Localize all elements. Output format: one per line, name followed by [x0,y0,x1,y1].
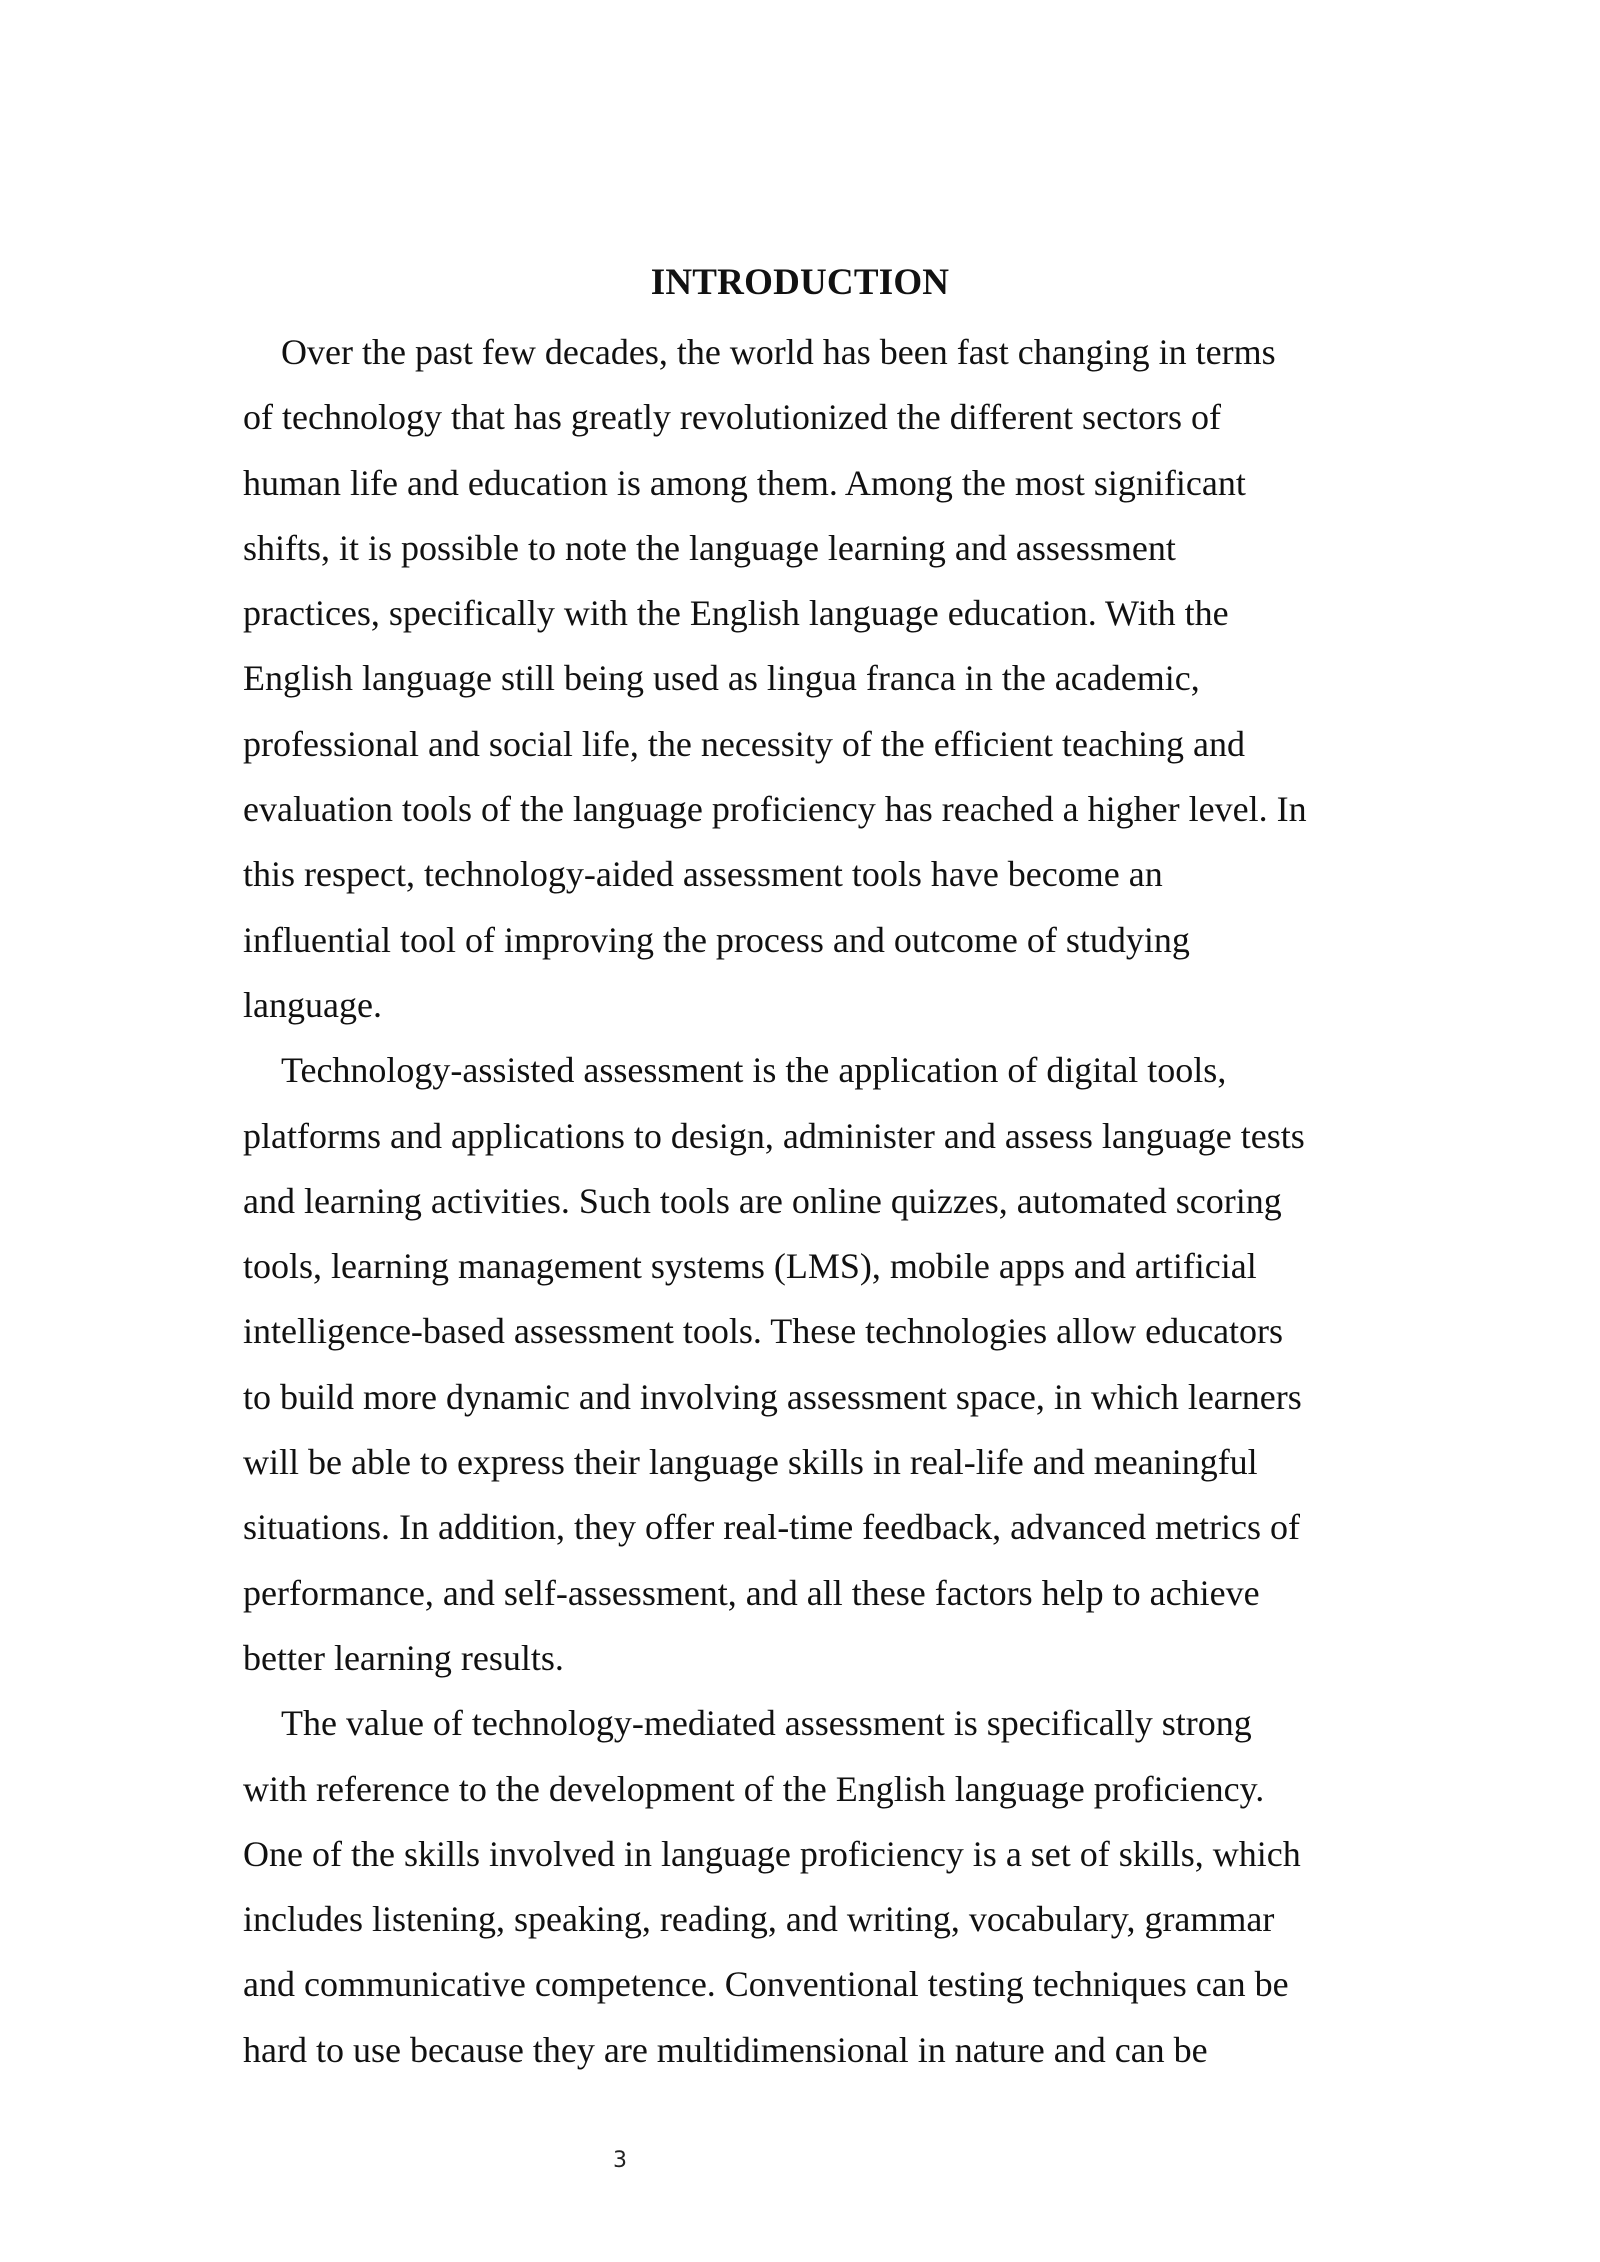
paragraph-1 [243,320,1373,1038]
text-line: influential tool of improving the process and outcome of studying [243,919,1190,960]
paragraph-2 [243,1038,1373,1691]
text-line: professional and social life, the necessity of the efficient teaching and [243,723,1245,764]
text-line: hard to use because they are multidimensional in nature and can be [243,2029,1208,2070]
text-line: shifts, it is possible to note the language learning and assessment [243,527,1176,568]
text-line: with reference to the development of the English language proficiency. [243,1768,1265,1809]
text-line: English language still being used as lingua franca in the academic, [243,658,1200,699]
text-line: practices, specifically with the English language education. With the [243,593,1229,634]
text-line: tools, learning management systems (LMS), mobile apps and artificial [243,1246,1257,1287]
text-line: human life and education is among them. Among the most significant [243,462,1246,503]
section-heading: INTRODUCTION [650,262,950,303]
paragraph-3 [243,1691,1373,2083]
page-number: 3 [613,2148,627,2173]
text-line: includes listening, speaking, reading, and writing, vocabulary, grammar [243,1899,1275,1940]
text-line: The value of technology-mediated assessment is specifically strong [281,1703,1252,1744]
text-line: will be able to express their language skills in real-life and meaningful [243,1442,1258,1483]
text-line: language. [243,984,382,1025]
text-line: and communicative competence. Conventional testing techniques can be [243,1964,1289,2005]
text-line: evaluation tools of the language proficiency has reached a higher level. In [243,789,1307,830]
text-line: One of the skills involved in language proficiency is a set of skills, which [243,1833,1301,1874]
text-line: and learning activities. Such tools are online quizzes, automated scoring [243,1180,1282,1221]
text-line: better learning results. [243,1637,564,1678]
text-line: Technology-assisted assessment is the application of digital tools, [281,1050,1227,1091]
text-line: Over the past few decades, the world has been fast changing in terms [281,332,1276,372]
body-text [243,320,1373,2083]
text-line: this respect, technology-aided assessment tools have become an [243,854,1163,895]
text-line: platforms and applications to design, administer and assess language tests [243,1115,1305,1156]
text-line: of technology that has greatly revolutionized the different sectors of [243,397,1222,438]
text-line: intelligence-based assessment tools. These technologies allow educators [243,1311,1284,1352]
text-line: situations. In addition, they offer real-time feedback, advanced metrics of [243,1507,1300,1548]
text-line: to build more dynamic and involving assessment space, in which learners [243,1376,1302,1417]
text-line: performance, and self-assessment, and all these factors help to achieve [243,1572,1260,1613]
